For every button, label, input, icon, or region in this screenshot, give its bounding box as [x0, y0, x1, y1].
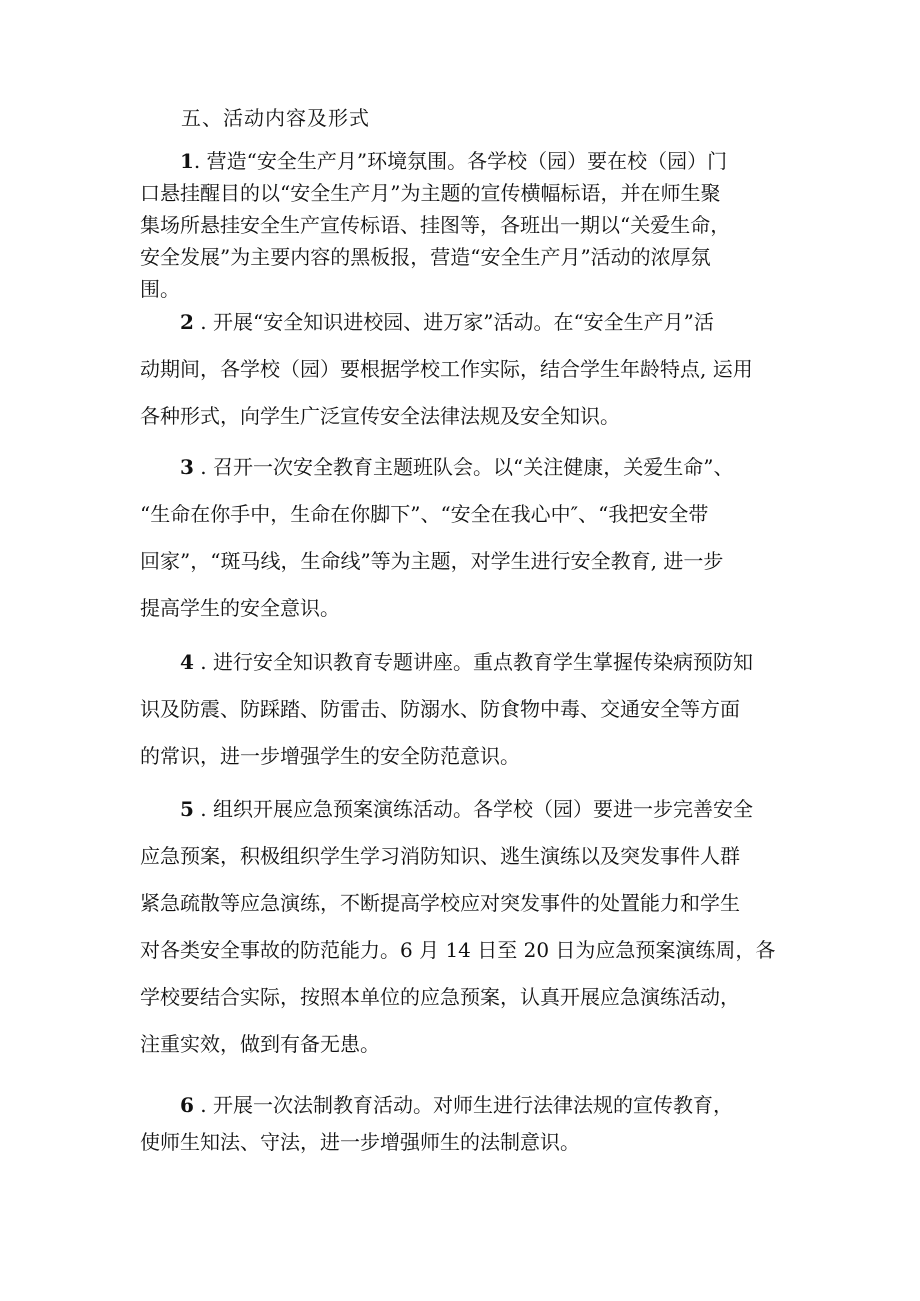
paragraph-line: 各种形式，向学生广泛宣传安全法律法规及安全知识。 — [140, 404, 620, 428]
paragraph-line: 口悬挂醒目的以“安全生产月”为主题的宣传横幅标语，并在师生聚 — [140, 181, 721, 205]
paragraph-line: 1. 营造“安全生产月”环境氛围。各学校（园）要在校（园）门 — [180, 149, 728, 173]
paragraph-line: 的常识，进一步增强学生的安全防范意识。 — [140, 744, 520, 768]
paragraph-line: 学校要结合实际，按照本单位的应急预案，认真开展应急演练活动， — [140, 985, 740, 1009]
paragraph-line: 4 . 进行安全知识教育专题讲座。重点教育学生掌握传染病预防知 — [180, 650, 753, 674]
paragraph-3 — [140, 450, 800, 638]
paragraph-number: 4 — [180, 650, 194, 674]
paragraph-line: 5 . 组织开展应急预案演练活动。各学校（园）要进一步完善安全 — [180, 797, 753, 821]
paragraph-line: 围。 — [140, 277, 180, 301]
paragraph-line: 6 . 开展一次法制教育活动。对师生进行法律法规的宣传教育， — [180, 1093, 733, 1117]
paragraph-line: 动期间，各学校（园）要根据学校工作实际，结合学生年龄特点, 运用 — [140, 357, 753, 381]
paragraph-line: 使师生知法、守法，进一步增强师生的法制意识。 — [140, 1130, 580, 1154]
paragraph-number: 1 — [180, 149, 194, 173]
paragraph-number: 2 — [180, 310, 194, 334]
paragraph-line: 回家”，“斑马线，生命线”等为主题，对学生进行安全教育, 进一步 — [140, 549, 724, 573]
paragraph-line: 应急预案，积极组织学生学习消防知识、逃生演练以及突发事件人群 — [140, 844, 740, 868]
paragraph-line: 3 . 召开一次安全教育主题班队会。以“关注健康，关爱生命”、 — [180, 455, 734, 479]
paragraph-line: 注重实效，做到有备无患。 — [140, 1032, 380, 1056]
paragraph-line: 提高学生的安全意识。 — [140, 596, 340, 620]
paragraph-number: 3 — [180, 455, 194, 479]
paragraph-5 — [140, 792, 800, 1074]
paragraph-4 — [140, 645, 800, 786]
paragraph-line: 2 . 开展“安全知识进校园、进万家”活动。在“安全生产月”活 — [180, 310, 714, 334]
paragraph-line: 识及防震、防踩踏、防雷击、防溺水、防食物中毒、交通安全等方面 — [140, 697, 740, 721]
paragraph-6 — [140, 1088, 800, 1162]
paragraph-line: 紧急疏散等应急演练，不断提高学校应对突发事件的处置能力和学生 — [140, 891, 740, 915]
section-title: 五、活动内容及形式 — [181, 106, 370, 130]
paragraph-line: “生命在你手中，生命在你脚下”、“安全在我心中″、“我把安全带 — [140, 502, 709, 526]
paragraph-number: 5 — [180, 797, 194, 821]
paragraph-line: 集场所悬挂安全生产宣传标语、挂图等，各班出一期以“关爱生命， — [140, 213, 731, 237]
paragraph-2 — [140, 305, 800, 446]
paragraph-number: 6 — [180, 1093, 194, 1117]
paragraph-line: 安全发展”为主要内容的黑板报，营造“安全生产月”活动的浓厚氛 — [140, 245, 711, 269]
paragraph-line: 对各类安全事故的防范能力。6 月 14 日至 20 日为应急预案演练周，各 — [140, 938, 776, 962]
paragraph-1 — [140, 145, 800, 305]
